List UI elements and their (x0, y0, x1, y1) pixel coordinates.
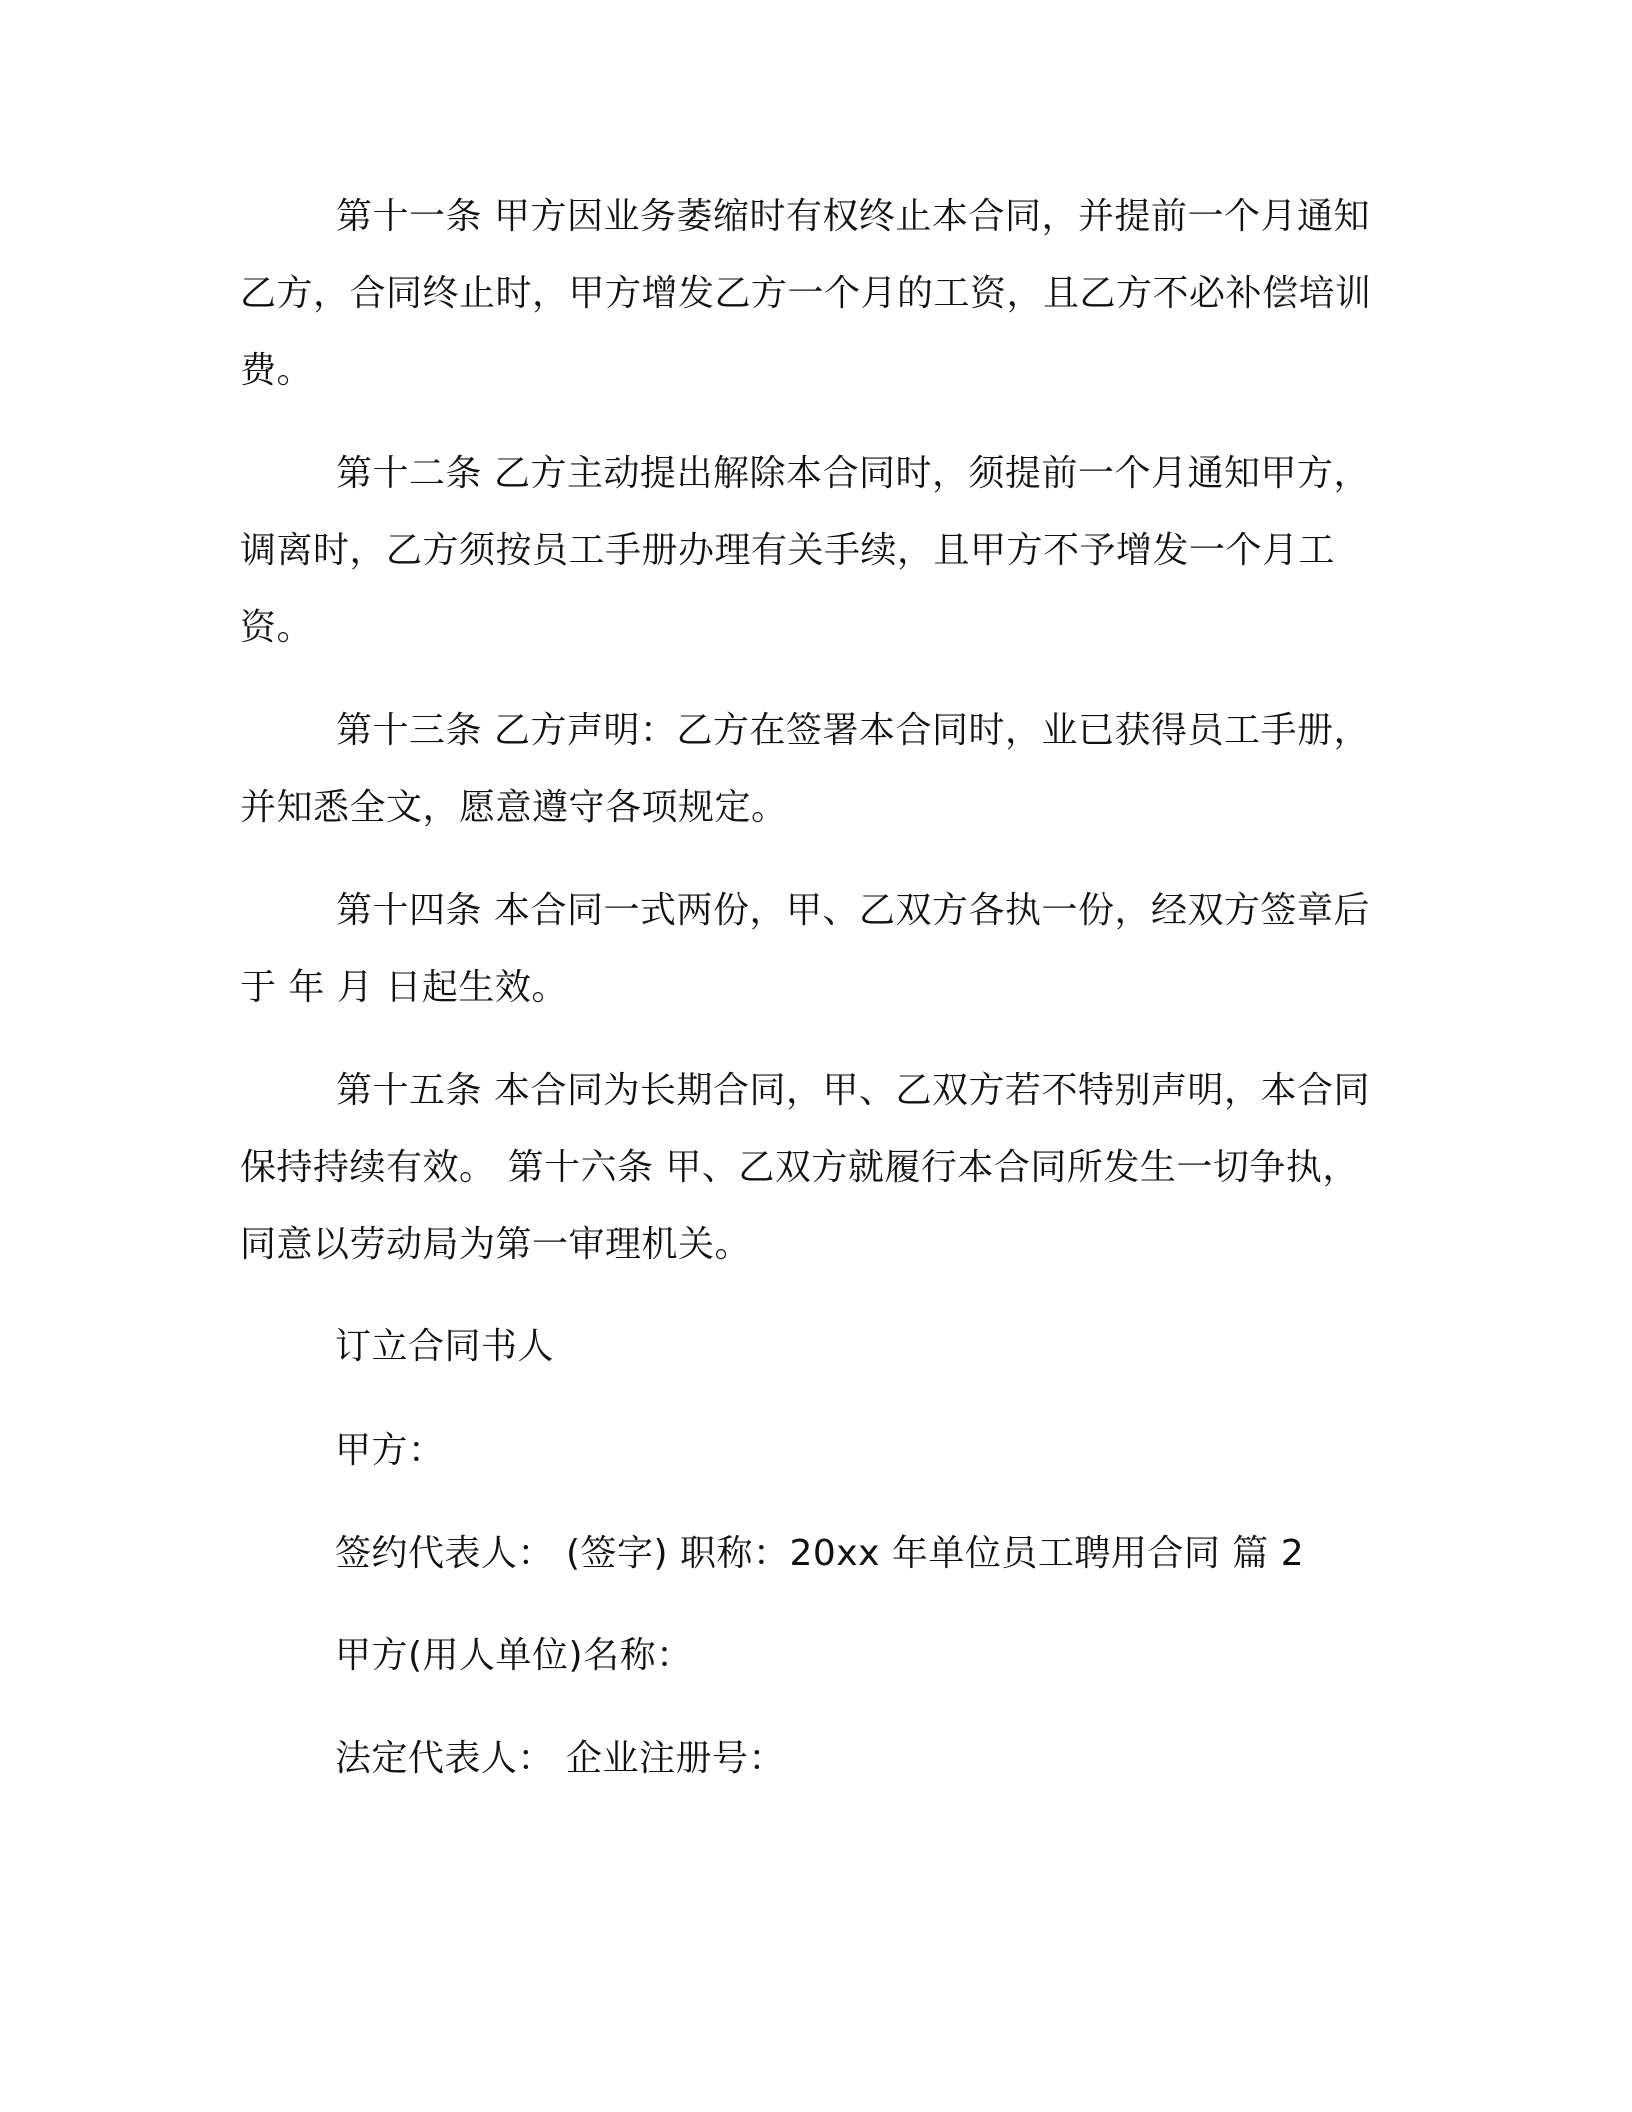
representative-line: 签约代表人： (签字) 职称：20xx 年单位员工聘用合同 篇 2 (335, 1533, 1305, 1574)
signing-heading: 订立合同书人 (335, 1326, 555, 1367)
party-a-label: 甲方： (335, 1430, 445, 1471)
legal-rep-line: 法定代表人： 企业注册号： (335, 1738, 785, 1779)
article-11: 第十一条 甲方因业务萎缩时有权终止本合同，并提前一个月通知乙方，合同终止时，甲方增发乙方一个月的工资，且乙方不必补偿培训费。 (240, 196, 1372, 391)
article-14: 第十四条 本合同一式两份，甲、乙双方各执一份，经双方签章后于 年 月 日起生效。 (240, 890, 1370, 1008)
employer-name-label: 甲方(用人单位)名称： (335, 1635, 693, 1676)
article-15-16: 第十五条 本合同为长期合同，甲、乙双方若不特别声明，本合同保持持续有效。 第十六条 甲、乙双方就履行本合同所发生一切争执，同意以劳动局为第一审理机关。 (240, 1070, 1370, 1265)
article-13: 第十三条 乙方声明：乙方在签署本合同时，业已获得员工手册，并知悉全文，愿意遵守各项规定。 (240, 710, 1370, 828)
article-12: 第十二条 乙方主动提出解除本合同时，须提前一个月通知甲方，调离时，乙方须按员工手册办理有关手续，且甲方不予增发一个月工资。 (240, 453, 1370, 648)
